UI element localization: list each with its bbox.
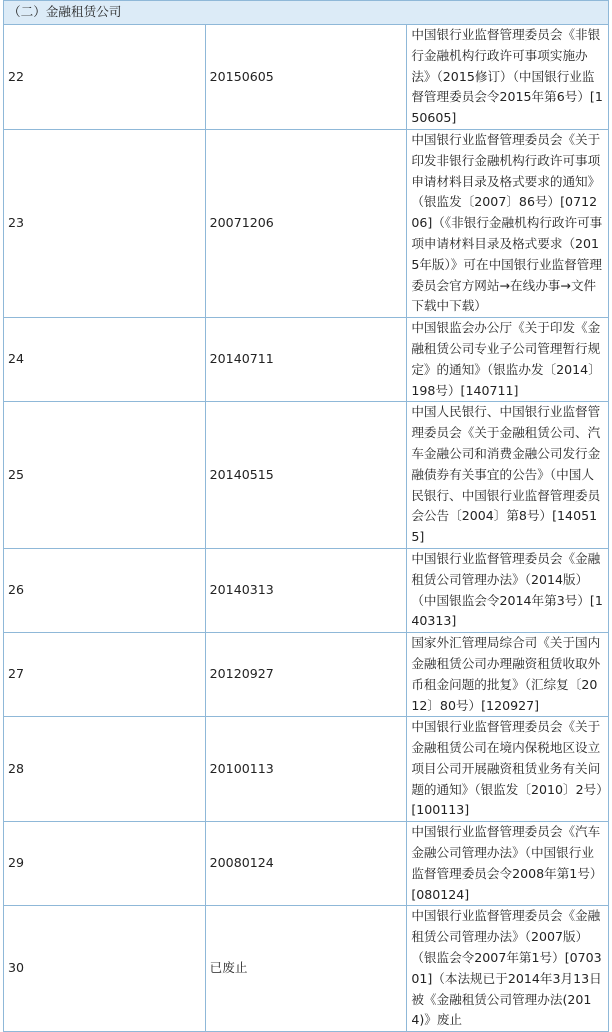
row-date: 已废止 — [205, 906, 407, 1032]
table-row — [4, 318, 609, 402]
row-content: 中国银行业监督管理委员会《金融租赁公司管理办法》（2007版）（银监会令2007年第1号）[070301]（本法规已于2014年3月13日被《金融租赁公司管理办法(2014)》废止 — [407, 906, 609, 1032]
row-date: 20140711 — [205, 318, 407, 402]
row-content: 中国银行业监督管理委员会《汽车金融公司管理办法》（中国银行业监督管理委员会令2008年第1号）[080124] — [407, 822, 609, 906]
row-date: 20140313 — [205, 548, 407, 632]
table-row — [4, 548, 609, 632]
row-content: 中国银行业监督管理委员会《关于印发非银行金融机构行政许可事项申请材料目录及格式要求的通知》（银监发〔2007〕86号）[071206]（《非银行金融机构行政许可事项申请材料目录及格式要求（2015年版）》可在中国银行业监督管理委员会官方网站→在线办事→文件下载中下载） — [407, 129, 609, 317]
row-content: 国家外汇管理局综合司《关于国内金融租赁公司办理融资租赁收取外币租金问题的批复》（汇综复〔2012〕80号）[120927] — [407, 633, 609, 717]
row-date: 20150605 — [205, 25, 407, 130]
row-content: 中国银行业监督管理委员会《金融租赁公司管理办法》（2014版）（中国银监会令2014年第3号）[140313] — [407, 548, 609, 632]
table-row — [4, 402, 609, 549]
table-row — [4, 633, 609, 717]
section-header-row — [4, 1, 609, 25]
row-content: 中国银行业监督管理委员会《关于金融租赁公司在境内保税地区设立项目公司开展融资租赁业务有关问题的通知》（银监发〔2010〕2号）[100113] — [407, 717, 609, 822]
table-row — [4, 822, 609, 906]
row-number: 27 — [4, 633, 206, 717]
row-date: 20120927 — [205, 633, 407, 717]
row-number: 29 — [4, 822, 206, 906]
table-row — [4, 129, 609, 317]
table-row — [4, 717, 609, 822]
table-row — [4, 25, 609, 130]
row-number: 25 — [4, 402, 206, 549]
row-date: 20080124 — [205, 822, 407, 906]
table-row — [4, 906, 609, 1032]
row-number: 23 — [4, 129, 206, 317]
row-date: 20140515 — [205, 402, 407, 549]
row-number: 24 — [4, 318, 206, 402]
row-content: 中国人民银行、中国银行业监督管理委员会《关于金融租赁公司、汽车金融公司和消费金融公司发行金融债券有关事宜的公告》（中国人民银行、中国银行业监督管理委员会公告〔2004〕第8号）[140515] — [407, 402, 609, 549]
row-date: 20071206 — [205, 129, 407, 317]
row-number: 28 — [4, 717, 206, 822]
section-title: （二）金融租赁公司 — [4, 1, 609, 25]
row-number: 22 — [4, 25, 206, 130]
row-number: 26 — [4, 548, 206, 632]
regulations-table — [3, 0, 609, 1032]
row-content: 中国银监会办公厅《关于印发《金融租赁公司专业子公司管理暂行规定》的通知》（银监办发〔2014〕198号）[140711] — [407, 318, 609, 402]
row-content: 中国银行业监督管理委员会《非银行金融机构行政许可事项实施办法》（2015修订）（中国银行业监督管理委员会令2015年第6号）[150605] — [407, 25, 609, 130]
row-number: 30 — [4, 906, 206, 1032]
row-date: 20100113 — [205, 717, 407, 822]
